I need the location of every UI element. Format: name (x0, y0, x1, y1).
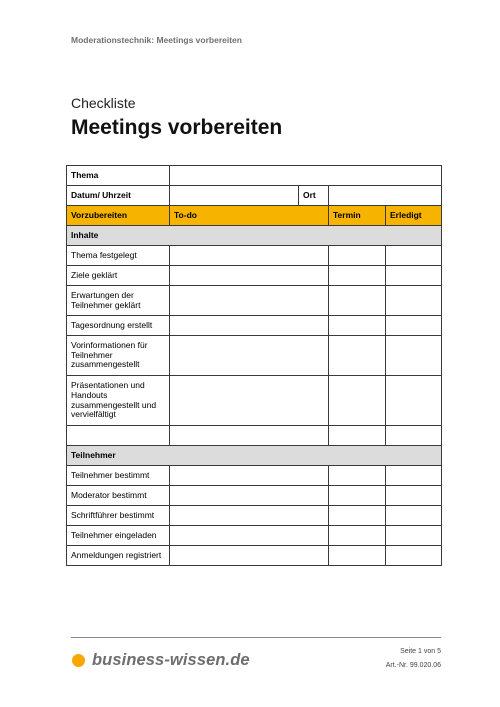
todo-cell[interactable] (170, 546, 329, 566)
erledigt-cell[interactable] (386, 506, 442, 526)
thema-field[interactable] (170, 166, 442, 186)
checklist-row (67, 336, 442, 376)
section-row (67, 446, 442, 466)
termin-cell[interactable] (329, 506, 386, 526)
checklist-item-label (67, 426, 170, 446)
datum-field[interactable] (170, 186, 299, 206)
checklist-item-label: Teilnehmer bestimmt (67, 466, 170, 486)
checklist-item-label: Erwartungen der Teilnehmer geklärt (67, 286, 170, 316)
datum-row (67, 186, 442, 206)
checklist-item-label: Teilnehmer eingeladen (67, 526, 170, 546)
column-header: Erledigt (386, 206, 442, 226)
footer-divider (71, 637, 441, 638)
todo-cell[interactable] (170, 426, 329, 446)
section-title: Inhalte (67, 226, 442, 246)
erledigt-cell[interactable] (386, 426, 442, 446)
erledigt-cell[interactable] (386, 376, 442, 426)
checklist-row (67, 486, 442, 506)
checklist-row (67, 316, 442, 336)
checklist-item-label: Anmeldungen registriert (67, 546, 170, 566)
column-header: Vorzubereiten (67, 206, 170, 226)
checklist-row (67, 246, 442, 266)
todo-cell[interactable] (170, 466, 329, 486)
document-header: Moderationstechnik: Meetings vorbereiten (71, 35, 242, 45)
document-subtitle: Checkliste (71, 95, 136, 111)
termin-cell[interactable] (329, 466, 386, 486)
section-title: Teilnehmer (67, 446, 442, 466)
todo-cell[interactable] (170, 336, 329, 376)
ort-label: Ort (299, 186, 329, 206)
logo-dot-icon (72, 654, 85, 667)
termin-cell[interactable] (329, 426, 386, 446)
termin-cell[interactable] (329, 286, 386, 316)
checklist-row (67, 526, 442, 546)
todo-cell[interactable] (170, 526, 329, 546)
termin-cell[interactable] (329, 266, 386, 286)
todo-cell[interactable] (170, 286, 329, 316)
datum-label: Datum/ Uhrzeit (67, 186, 170, 206)
termin-cell[interactable] (329, 316, 386, 336)
todo-cell[interactable] (170, 376, 329, 426)
termin-cell[interactable] (329, 336, 386, 376)
checklist-row (67, 266, 442, 286)
checklist-row (67, 286, 442, 316)
checklist-table (66, 165, 442, 566)
todo-cell[interactable] (170, 506, 329, 526)
termin-cell[interactable] (329, 486, 386, 506)
column-header: Termin (329, 206, 386, 226)
termin-cell[interactable] (329, 246, 386, 266)
erledigt-cell[interactable] (386, 316, 442, 336)
checklist-item-label: Thema festgelegt (67, 246, 170, 266)
checklist-row (67, 466, 442, 486)
checklist-item-label: Vorinformationen für Teilnehmer zusammengestellt (67, 336, 170, 376)
checklist-item-label: Präsentationen und Handouts zusammengestellt und vervielfältigt (67, 376, 170, 426)
erledigt-cell[interactable] (386, 266, 442, 286)
brand-logo: business-wissen.de (92, 651, 250, 669)
todo-cell[interactable] (170, 316, 329, 336)
checklist-row (67, 426, 442, 446)
todo-cell[interactable] (170, 486, 329, 506)
ort-field[interactable] (329, 186, 442, 206)
checklist-row (67, 376, 442, 426)
checklist-row (67, 546, 442, 566)
erledigt-cell[interactable] (386, 466, 442, 486)
section-row (67, 226, 442, 246)
erledigt-cell[interactable] (386, 526, 442, 546)
termin-cell[interactable] (329, 526, 386, 546)
column-header-row (67, 206, 442, 226)
thema-label: Thema (67, 166, 170, 186)
checklist-item-label: Schriftführer bestimmt (67, 506, 170, 526)
todo-cell[interactable] (170, 246, 329, 266)
page-number: Seite 1 von 5 (400, 648, 441, 655)
checklist-item-label: Ziele geklärt (67, 266, 170, 286)
termin-cell[interactable] (329, 376, 386, 426)
checklist-item-label: Tagesordnung erstellt (67, 316, 170, 336)
erledigt-cell[interactable] (386, 546, 442, 566)
article-number: Art.-Nr. 99.020.06 (385, 662, 441, 669)
thema-row (67, 166, 442, 186)
column-header: To-do (170, 206, 329, 226)
checklist-item-label: Moderator bestimmt (67, 486, 170, 506)
termin-cell[interactable] (329, 546, 386, 566)
checklist-row (67, 506, 442, 526)
erledigt-cell[interactable] (386, 486, 442, 506)
erledigt-cell[interactable] (386, 336, 442, 376)
document-title: Meetings vorbereiten (71, 116, 283, 139)
todo-cell[interactable] (170, 266, 329, 286)
erledigt-cell[interactable] (386, 286, 442, 316)
erledigt-cell[interactable] (386, 246, 442, 266)
